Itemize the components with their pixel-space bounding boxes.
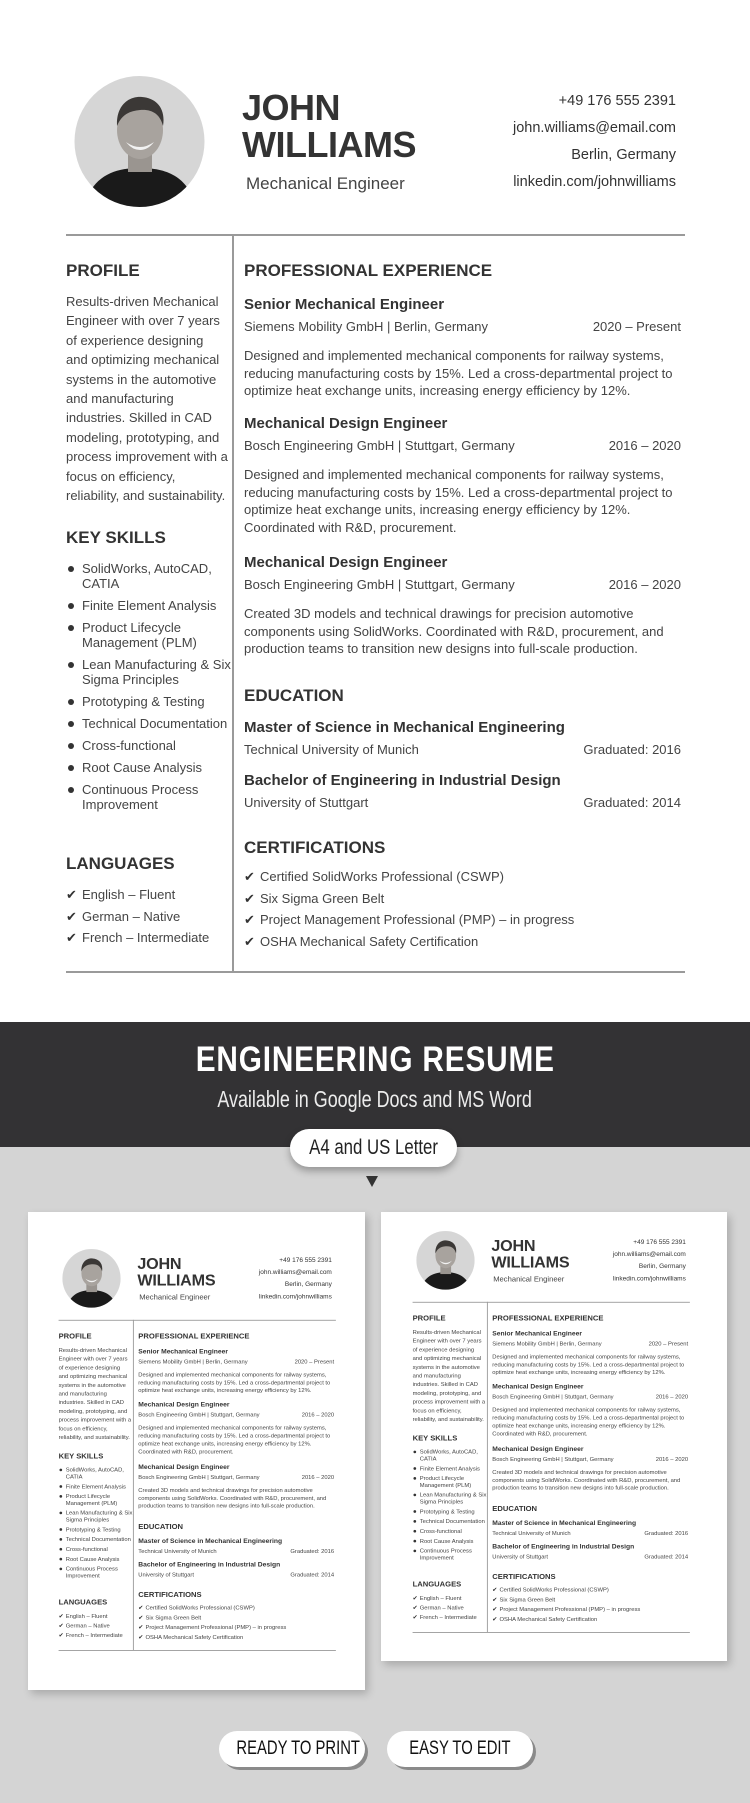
contact-info xyxy=(259,1254,332,1302)
certification-item: ✔ Six Sigma Green Belt xyxy=(244,888,681,910)
profile-text: Results-driven Mechanical Engineer with over 7 years of experience designing and optimizing mechanical systems in the automotive and manufacturing industries. Skilled in CAD modeling, prototyping, and process improvement with a focus on efficiency, reliability, and sustainability. xyxy=(66,294,228,504)
check-icon: ✔ xyxy=(138,1604,144,1612)
skill-item: Technical Documentation xyxy=(66,716,232,731)
skills-heading: KEY SKILLS xyxy=(58,1451,104,1461)
column-divider xyxy=(133,1320,134,1651)
education-entry: Bachelor of Engineering in Industrial Design University of Stuttgart Graduated: 2014 xyxy=(492,1542,689,1560)
bullet-icon xyxy=(68,699,74,705)
formats-badge: A4 and US Letter xyxy=(290,1129,457,1167)
skill-item: Continuous Process Improvement xyxy=(66,782,232,812)
check-icon: ✔ xyxy=(138,1633,144,1641)
skill-item: Root Cause Analysis xyxy=(413,1537,487,1544)
skill-item: Prototyping & Testing xyxy=(66,694,232,709)
phone: +49 176 555 2391 xyxy=(279,1256,332,1264)
bullet-icon xyxy=(413,1530,416,1533)
bullet-icon xyxy=(68,662,74,668)
skill-item: Root Cause Analysis xyxy=(59,1555,133,1562)
language-item: ✔ English – Fluent xyxy=(412,1594,462,1602)
certification-item: ✔ Certified SolidWorks Professional (CSWP) xyxy=(492,1586,609,1594)
language-item: ✔ German – Native xyxy=(58,1622,110,1629)
bullet-icon xyxy=(413,1477,416,1480)
profile-photo xyxy=(62,1249,121,1308)
check-icon: ✔ xyxy=(58,1622,64,1629)
bullet-icon xyxy=(59,1495,62,1498)
bullet-icon xyxy=(413,1510,416,1513)
phone: +49 176 555 2391 xyxy=(558,93,676,109)
skill-item: SolidWorks, AutoCAD, CATIA xyxy=(59,1466,133,1479)
skill-item: Lean Manufacturing & Six Sigma Principles xyxy=(413,1491,487,1504)
skill-item: Cross-functional xyxy=(413,1528,487,1535)
language-item: ✔ French – Intermediate xyxy=(66,927,228,949)
candidate-name: JOHN WILLIAMS xyxy=(242,87,416,165)
certifications-heading: CERTIFICATIONS xyxy=(138,1590,202,1599)
education-entry: Bachelor of Engineering in Industrial Design University of Stuttgart Graduated: 2014 xyxy=(138,1560,335,1578)
check-icon: ✔ xyxy=(244,934,255,950)
contact-info xyxy=(613,1236,686,1284)
language-item: ✔ French – Intermediate xyxy=(58,1631,123,1639)
certification-item: ✔ OSHA Mechanical Safety Certification xyxy=(138,1633,244,1641)
bullet-icon xyxy=(413,1550,416,1553)
check-icon: ✔ xyxy=(66,908,77,924)
profile-text: Results-driven Mechanical Engineer with over 7 years of experience designing and optimizing mechanical systems in the automotive and manufacturing industries. Skilled in CAD modeling, prototyping, and process improvement with a focus on efficiency, reliability, and sustainability. xyxy=(412,1328,486,1423)
languages-heading: LANGUAGES xyxy=(58,1597,108,1607)
profile-text: Results-driven Mechanical Engineer with over 7 years of experience designing and optimizing mechanical systems in the automotive and manufacturing industries. Skilled in CAD modeling, prototyping, and process improvement with a focus on efficiency, reliability, and sustainability. xyxy=(58,1346,132,1441)
check-icon: ✔ xyxy=(244,912,255,928)
certifications-heading: CERTIFICATIONS xyxy=(492,1572,556,1581)
candidate-name: JOHN WILLIAMS xyxy=(491,1235,570,1271)
top-divider xyxy=(413,1302,690,1303)
bullet-icon xyxy=(68,743,74,749)
check-icon: ✔ xyxy=(138,1623,144,1631)
check-icon: ✔ xyxy=(412,1613,418,1621)
skill-item: Product Lifecycle Management (PLM) xyxy=(59,1493,133,1506)
profile-heading: PROFILE xyxy=(58,1331,92,1341)
bullet-icon xyxy=(59,1485,62,1488)
location: Berlin, Germany xyxy=(571,147,676,163)
skill-item: Finite Element Analysis xyxy=(413,1465,487,1472)
bottom-divider xyxy=(66,971,685,973)
bullet-icon xyxy=(68,625,74,631)
language-item: ✔ English – Fluent xyxy=(58,1612,108,1620)
skill-item: Cross-functional xyxy=(59,1546,133,1553)
certification-item: ✔ Six Sigma Green Belt xyxy=(138,1614,202,1621)
check-icon: ✔ xyxy=(66,930,77,946)
skill-item: Lean Manufacturing & Six Sigma Principles xyxy=(66,657,232,687)
languages-list xyxy=(66,884,228,949)
profile-heading: PROFILE xyxy=(412,1313,446,1323)
bullet-icon xyxy=(413,1520,416,1523)
bullet-icon xyxy=(59,1469,62,1472)
page-thumbnail-us-letter xyxy=(381,1212,727,1661)
candidate-title: Mechanical Engineer xyxy=(246,174,405,193)
check-icon: ✔ xyxy=(66,887,77,902)
check-icon: ✔ xyxy=(492,1586,498,1594)
skills-list xyxy=(413,1448,487,1564)
top-divider xyxy=(66,234,685,236)
phone: +49 176 555 2391 xyxy=(633,1238,686,1246)
candidate-title: Mechanical Engineer xyxy=(493,1274,565,1284)
bullet-icon xyxy=(413,1540,416,1543)
candidate-title: Mechanical Engineer xyxy=(139,1292,211,1302)
job-entry: Senior Mechanical Engineer Siemens Mobility GmbH | Berlin, Germany 2020 – Present Designed and implemented mechanical components for railway systems, reducing manufacturing costs by 15%. Led a cross-departmental project to optimize heat exchange units, increasing energy efficiency by 12%. xyxy=(244,296,681,399)
education-heading: EDUCATION xyxy=(492,1504,538,1513)
skill-item: Product Lifecycle Management (PLM) xyxy=(413,1475,487,1488)
skill-item: Continuous Process Improvement xyxy=(413,1547,487,1560)
education-entry: Master of Science in Mechanical Engineering Technical University of Munich Graduated: 2016 xyxy=(492,1519,689,1537)
experience-heading: PROFESSIONAL EXPERIENCE xyxy=(244,261,493,280)
skill-item: Finite Element Analysis xyxy=(59,1483,133,1490)
arrow-down-icon xyxy=(366,1176,378,1187)
certifications-list xyxy=(244,866,681,953)
bullet-icon xyxy=(59,1512,62,1515)
experience-heading: PROFESSIONAL EXPERIENCE xyxy=(138,1331,250,1341)
bullet-icon xyxy=(68,603,74,609)
check-icon: ✔ xyxy=(412,1604,418,1611)
check-icon: ✔ xyxy=(492,1605,498,1613)
bullet-icon xyxy=(59,1538,62,1541)
check-icon: ✔ xyxy=(492,1615,498,1623)
profile-photo xyxy=(74,76,205,207)
skills-heading: KEY SKILLS xyxy=(412,1433,458,1443)
certification-item: ✔ OSHA Mechanical Safety Certification xyxy=(492,1615,598,1623)
check-icon: ✔ xyxy=(244,890,255,906)
job-entry: Mechanical Design Engineer Bosch Engineering GmbH | Stuttgart, Germany 2016 – 2020 Designed and implemented mechanical components for railway systems, reducing manufacturing costs by 15%. Led a cross-departmental project to optimize heat exchange units, increasing energy efficiency by 12%. Coordinated with R&D, procurement. xyxy=(138,1400,335,1455)
linkedin: linkedin.com/johnwilliams xyxy=(258,1292,332,1301)
check-icon: ✔ xyxy=(138,1614,144,1621)
language-item: ✔ English – Fluent xyxy=(66,884,228,906)
language-item: ✔ German – Native xyxy=(412,1604,464,1611)
check-icon: ✔ xyxy=(492,1596,498,1603)
promo-subtitle: Available in Google Docs and MS Word xyxy=(217,1086,533,1112)
certification-item: ✔ Project Management Professional (PMP) – in progress xyxy=(244,909,681,931)
candidate-name: JOHN WILLIAMS xyxy=(137,1253,216,1289)
page-thumbnail-a4 xyxy=(28,1212,365,1690)
language-item: ✔ German – Native xyxy=(66,906,228,928)
ready-to-print-badge: READY TO PRINT xyxy=(219,1731,365,1767)
languages-heading: LANGUAGES xyxy=(412,1579,462,1589)
skill-item: SolidWorks, AutoCAD, CATIA xyxy=(413,1448,487,1461)
skill-item: Prototyping & Testing xyxy=(59,1526,133,1533)
check-icon: ✔ xyxy=(58,1631,64,1639)
email: john.williams@email.com xyxy=(513,120,676,136)
bullet-icon xyxy=(68,721,74,727)
check-icon: ✔ xyxy=(412,1594,418,1602)
certification-item: ✔ Certified SolidWorks Professional (CSWP) xyxy=(138,1604,255,1612)
skills-list xyxy=(59,1466,133,1582)
profile-photo xyxy=(416,1231,475,1290)
skill-item: Technical Documentation xyxy=(413,1518,487,1525)
skill-item: Prototyping & Testing xyxy=(413,1508,487,1515)
location: Berlin, Germany xyxy=(638,1262,686,1271)
certification-item: ✔ OSHA Mechanical Safety Certification xyxy=(244,931,681,953)
column-divider xyxy=(487,1302,488,1633)
job-entry: Senior Mechanical Engineer Siemens Mobility GmbH | Berlin, Germany 2020 – Present Designed and implemented mechanical components for railway systems, reducing manufacturing costs by 15%. Led a cross-departmental project to optimize heat exchange units, increasing energy efficiency by 12%. xyxy=(492,1329,689,1376)
profile-heading: PROFILE xyxy=(66,261,140,280)
certification-item: ✔ Six Sigma Green Belt xyxy=(492,1596,556,1603)
top-divider xyxy=(59,1320,336,1321)
bullet-icon xyxy=(59,1528,62,1531)
certification-item: ✔ Certified SolidWorks Professional (CSWP) xyxy=(244,866,681,888)
job-entry: Mechanical Design Engineer Bosch Engineering GmbH | Stuttgart, Germany 2016 – 2020 Created 3D models and technical drawings for precision automotive components using SolidWorks. Coordinated with R&D, procurement, and production teams to transition new designs into full-scale production. xyxy=(138,1463,335,1509)
bullet-icon xyxy=(59,1568,62,1571)
job-entry: Mechanical Design Engineer Bosch Engineering GmbH | Stuttgart, Germany 2016 – 2020 Designed and implemented mechanical components for railway systems, reducing manufacturing costs by 15%. Led a cross-departmental project to optimize heat exchange units, increasing energy efficiency by 12%. Coordinated with R&D, procurement. xyxy=(244,415,681,535)
skill-item: Cross-functional xyxy=(66,738,232,753)
education-heading: EDUCATION xyxy=(244,686,344,705)
certifications-list xyxy=(138,1603,334,1642)
email: john.williams@email.com xyxy=(258,1268,332,1276)
bullet-icon xyxy=(413,1494,416,1497)
bullet-icon xyxy=(413,1467,416,1470)
bottom-divider xyxy=(59,1650,336,1651)
bullet-icon xyxy=(68,787,74,793)
column-divider xyxy=(232,234,234,972)
skill-item: Continuous Process Improvement xyxy=(59,1565,133,1578)
easy-to-edit-badge: EASY TO EDIT xyxy=(387,1731,533,1767)
email: john.williams@email.com xyxy=(612,1250,686,1258)
language-item: ✔ French – Intermediate xyxy=(412,1613,477,1621)
check-icon: ✔ xyxy=(244,869,255,884)
education-entry: Bachelor of Engineering in Industrial Design University of Stuttgart Graduated: 2014 xyxy=(244,772,681,810)
resume-thumbnail xyxy=(29,1215,365,1673)
certifications-list xyxy=(492,1585,688,1624)
skills-list xyxy=(66,561,232,819)
bullet-icon xyxy=(59,1548,62,1551)
bullet-icon xyxy=(59,1558,62,1561)
job-entry: Mechanical Design Engineer Bosch Engineering GmbH | Stuttgart, Germany 2016 – 2020 Designed and implemented mechanical components for railway systems, reducing manufacturing costs by 15%. Led a cross-departmental project to optimize heat exchange units, increasing energy efficiency by 12%. Coordinated with R&D, procurement. xyxy=(492,1382,689,1437)
certification-item: ✔ Project Management Professional (PMP) – in progress xyxy=(492,1605,641,1613)
education-entry: Master of Science in Mechanical Engineering Technical University of Munich Graduated: 2016 xyxy=(244,719,681,757)
promo-title: ENGINEERING RESUME xyxy=(195,1040,555,1079)
languages-heading: LANGUAGES xyxy=(66,854,175,873)
job-entry: Mechanical Design Engineer Bosch Engineering GmbH | Stuttgart, Germany 2016 – 2020 Created 3D models and technical drawings for precision automotive components using SolidWorks. Coordinated with R&D, procurement, and production teams to transition new designs into full-scale production. xyxy=(244,554,681,657)
bullet-icon xyxy=(413,1451,416,1454)
languages-list xyxy=(59,1611,132,1640)
education-entry: Master of Science in Mechanical Engineering Technical University of Munich Graduated: 2016 xyxy=(138,1537,335,1555)
skill-item: Lean Manufacturing & Six Sigma Principles xyxy=(59,1509,133,1522)
check-icon: ✔ xyxy=(58,1612,64,1620)
certifications-heading: CERTIFICATIONS xyxy=(244,838,386,857)
resume-thumbnail xyxy=(383,1212,719,1655)
skills-heading: KEY SKILLS xyxy=(66,528,166,547)
bullet-icon xyxy=(68,765,74,771)
skill-item: SolidWorks, AutoCAD, CATIA xyxy=(66,561,232,591)
bottom-divider xyxy=(413,1632,690,1633)
skill-item: Product Lifecycle Management (PLM) xyxy=(66,620,232,650)
skill-item: Root Cause Analysis xyxy=(66,760,232,775)
job-entry: Senior Mechanical Engineer Siemens Mobility GmbH | Berlin, Germany 2020 – Present Designed and implemented mechanical components for railway systems, reducing manufacturing costs by 15%. Led a cross-departmental project to optimize heat exchange units, increasing energy efficiency by 12%. xyxy=(138,1347,335,1394)
bullet-icon xyxy=(68,566,74,572)
location: Berlin, Germany xyxy=(284,1280,332,1289)
education-heading: EDUCATION xyxy=(138,1522,184,1531)
linkedin: linkedin.com/johnwilliams xyxy=(612,1274,686,1283)
experience-heading: PROFESSIONAL EXPERIENCE xyxy=(492,1313,604,1323)
certification-item: ✔ Project Management Professional (PMP) – in progress xyxy=(138,1623,287,1631)
job-entry: Mechanical Design Engineer Bosch Engineering GmbH | Stuttgart, Germany 2016 – 2020 Created 3D models and technical drawings for precision automotive components using SolidWorks. Coordinated with R&D, procurement, and production teams to transition new designs into full-scale production. xyxy=(492,1445,689,1491)
contact-info xyxy=(513,88,676,196)
languages-list xyxy=(413,1593,486,1622)
skill-item: Finite Element Analysis xyxy=(66,598,232,613)
skill-item: Technical Documentation xyxy=(59,1536,133,1543)
linkedin: linkedin.com/johnwilliams xyxy=(513,174,676,190)
